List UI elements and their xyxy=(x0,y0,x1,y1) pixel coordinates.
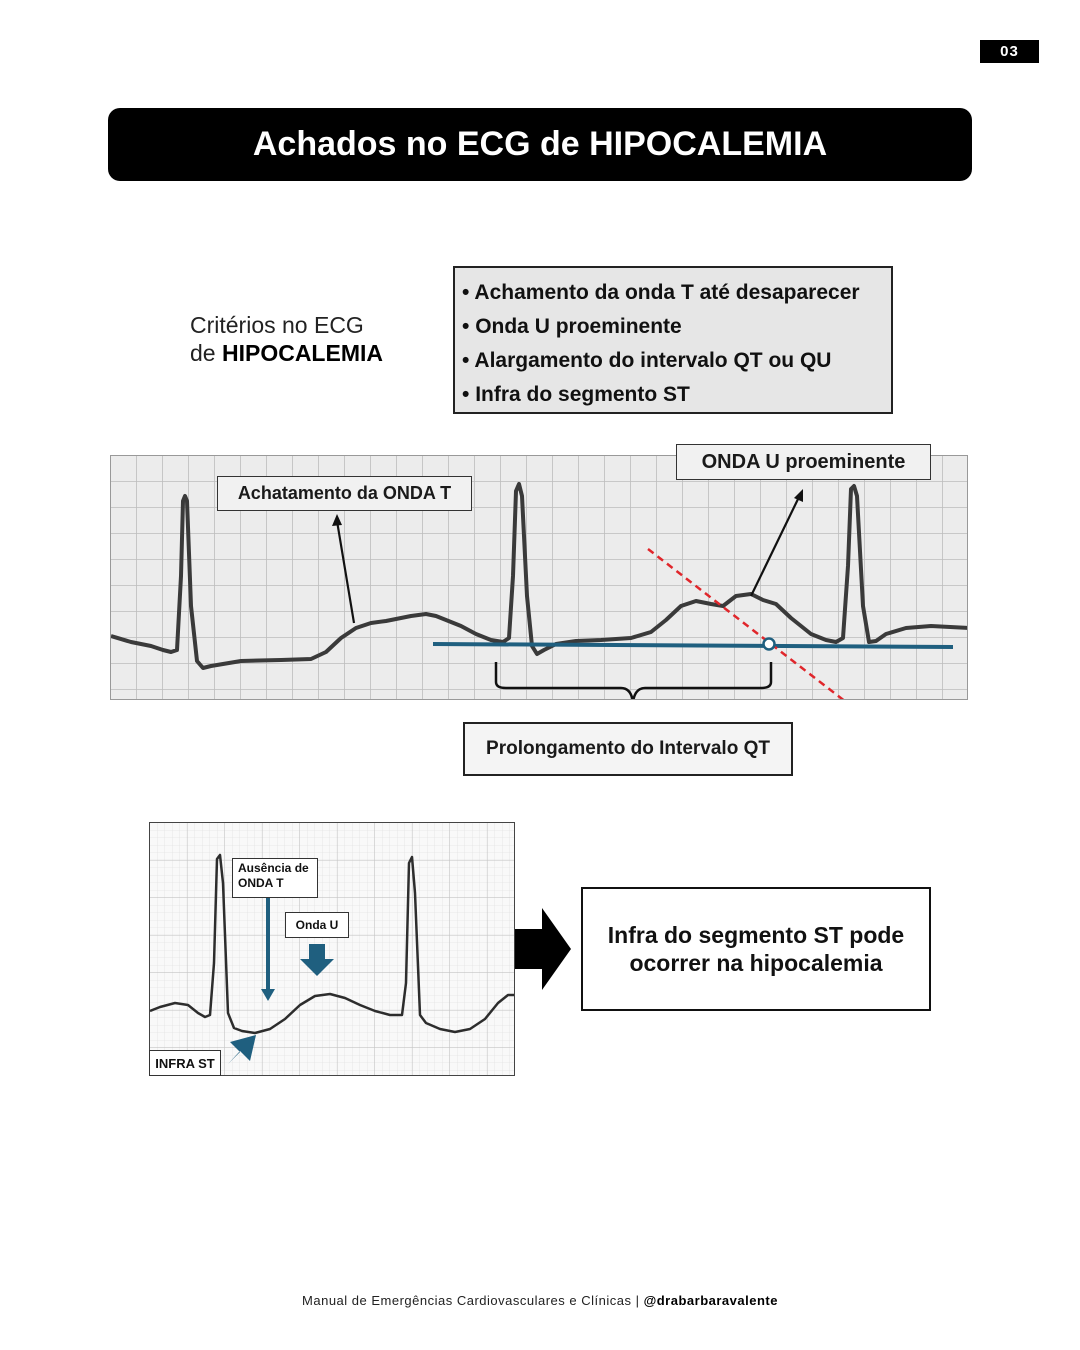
criteria-list xyxy=(462,276,891,412)
label-ausencia-onda-t: Ausência de ONDA T xyxy=(232,858,318,898)
footer-handle: @drabarbaravalente xyxy=(643,1293,778,1308)
small-grid-major xyxy=(150,823,515,1076)
label-infra-st: INFRA ST xyxy=(149,1050,221,1076)
criteria-label-line1: Critérios no ECG xyxy=(190,312,364,338)
criteria-item: • Alargamento do intervalo QT ou QU xyxy=(462,344,891,378)
label-onda-u: Onda U xyxy=(285,912,349,938)
criteria-label-prefix: de xyxy=(190,340,222,366)
st-depression-note: Infra do segmento ST pode ocorrer na hipocalemia xyxy=(581,887,931,1011)
right-arrow-icon xyxy=(515,908,571,990)
criteria-label xyxy=(190,311,383,367)
criteria-item: • Infra do segmento ST xyxy=(462,378,891,412)
footer xyxy=(0,1293,1080,1308)
footer-text: Manual de Emergências Cardiovasculares e Clínicas | xyxy=(302,1293,644,1308)
label-u-wave-prominent: ONDA U proeminente xyxy=(676,444,931,480)
criteria-item: • Achamento da onda T até desaparecer xyxy=(462,276,891,310)
intersection-point xyxy=(764,639,775,650)
criteria-label-line2 xyxy=(190,339,383,367)
ecg-small-graphic xyxy=(150,823,515,1076)
label-t-wave-flattening: Achatamento da ONDA T xyxy=(217,476,472,511)
criteria-item: • Onda U proeminente xyxy=(462,310,891,344)
page-title: Achados no ECG de HIPOCALEMIA xyxy=(108,108,972,181)
ecg-small-strip xyxy=(149,822,515,1076)
criteria-list-box xyxy=(453,266,893,414)
label-qt-prolongation: Prolongamento do Intervalo QT xyxy=(463,722,793,776)
page-number: 03 xyxy=(980,40,1039,63)
criteria-label-bold: HIPOCALEMIA xyxy=(221,340,383,366)
